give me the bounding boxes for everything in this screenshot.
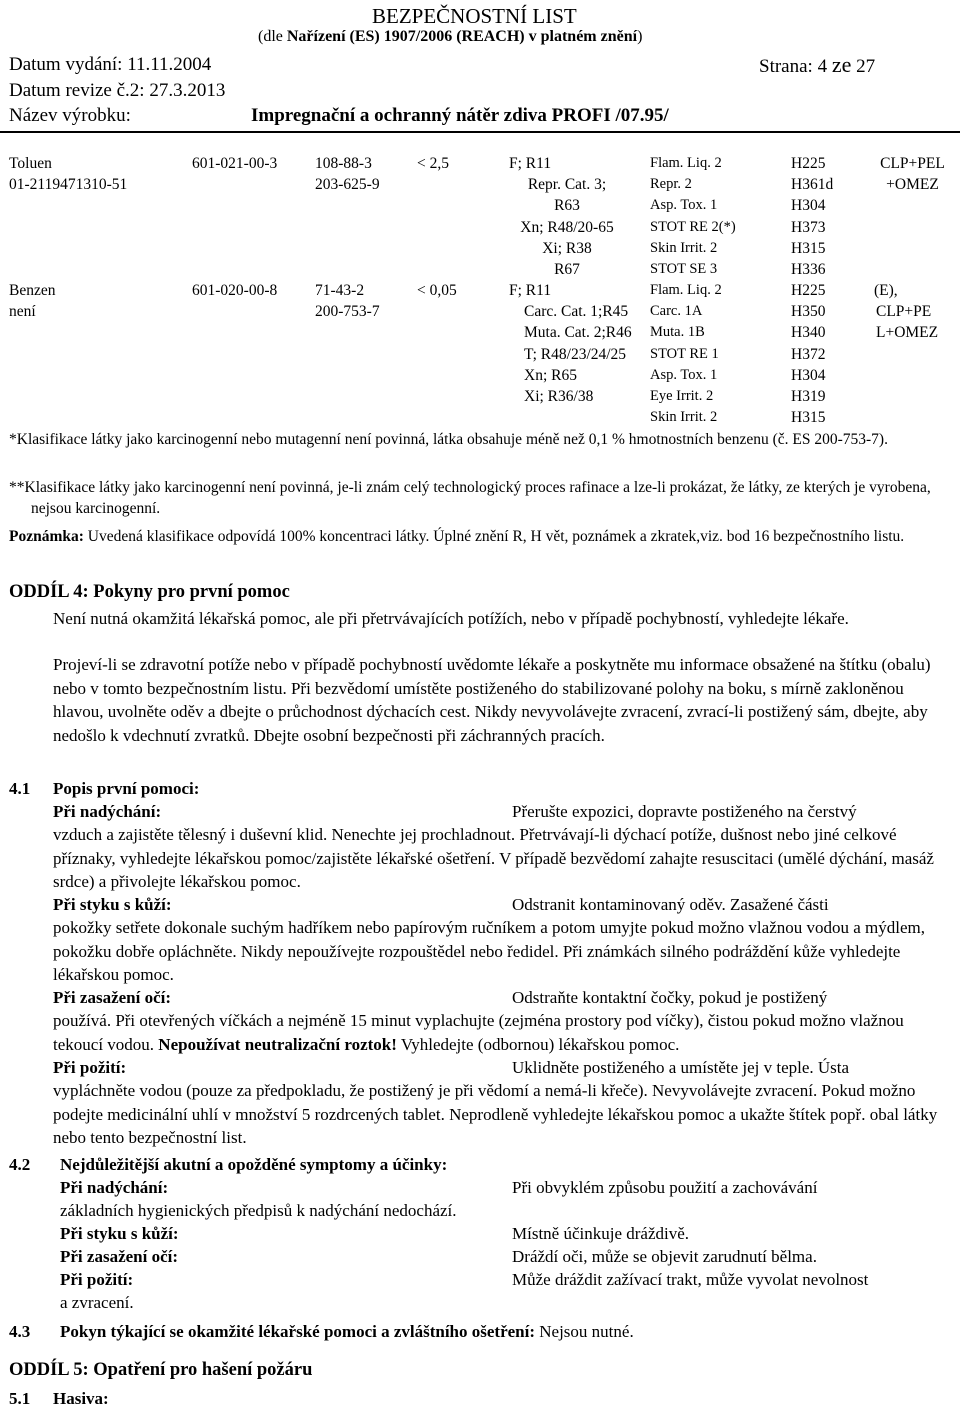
eye-contact-text-first: Odstraňte kontaktní čočky, pokud je postižený [512,988,828,1007]
footnote-1: *Klasifikace látky jako karcinogenní nebo mutagenní není povinná, látka obsahuje méně než 0,1 % hmotnostních benzenu (č. ES 200-753-7). [9,431,888,448]
eye-contact-label: Při zasažení očí: [53,988,172,1007]
inhalation-text-first: Přerušte expozici, dopravte postiženého na čerstvý [512,802,857,821]
subsection-4-1-title: Popis první pomoci: [53,779,200,798]
skin-contact-text-first: Odstranit kontaminovaný oděv. Zasažené části [512,895,829,914]
inhalation-label: Při nadýchání: [53,802,162,821]
subsection-4-3-number: 4.3 [9,1322,31,1341]
note-column: CLP+PEL +OMEZ [880,155,945,194]
product-name: Impregnační a ochranný nátěr zdiva PROFI /07.95/ [251,105,669,126]
clp-classification: Flam. Liq. 2 Repr. 2 Asp. Tox. 1 STOT RE 2(*) Skin Irrit. 2 STOT SE 3 [650,155,736,278]
symptom-eye-label: Při zasažení očí: [60,1247,179,1266]
symptom-inhalation-label: Při nadýchání: [60,1178,169,1197]
symptom-ingestion-first: Může dráždit zažívací trakt, může vyvolat nevolnost [512,1270,869,1289]
symptom-inhalation-text: základních hygienických předpisů k nadýchání nedochází. [60,1201,457,1220]
subsection-5-1-title: Hasiva: [53,1389,109,1408]
symptom-ingestion-text: a zvracení. [60,1293,134,1312]
section-4-intro: Není nutná okamžitá lékařská pomoc, ale při přetrvávajících potížích, nebo v případě pochybností, vyhledejte lékaře. [53,609,849,628]
concentration: < 2,5 [417,155,449,172]
symptom-inhalation-first: Při obvyklém způsobu použití a zachovávání [512,1178,818,1197]
inhalation-text: vzduch a zajistěte tělesný i duševní klid. Nenechte jej prochladnout. Přetrvávají-li dýchací potíže, dušnost nebo jiné celkové příznaky, vyhledejte lékařskou pomoc/zajistěte lékařské ošetření. V případě bezvědomí zahajte resuscitaci (umělé dýchání, masáž srdce) a přivolejte lékařskou pomoc. [53,825,934,891]
symptom-ingestion-label: Při požití: [60,1270,134,1289]
clp-classification: Flam. Liq. 2 Carc. 1A Muta. 1B STOT RE 1 Asp. Tox. 1 Eye Irrit. 2 Skin Irrit. 2 [650,282,722,426]
ingestion-text: vypláchněte vodou (pouze za předpokladu, že postižený je při vědomí a nemá-li křeče). Nevyvolávejte zvracení. Pokud možno podejte medicinální uhlí v množství 5 rozdrcených tablet. Neprodleně vyhledejte lékařskou pomoc a ukažte štítek popř. obal látky nebo tento bezpečnostní list. [53,1081,938,1147]
symptom-skin-label: Při styku s kůží: [60,1224,179,1243]
note-column: (E), CLP+PE L+OMEZ [874,282,939,342]
section-5-title: ODDÍL 5: Opatření pro hašení požáru [9,1360,313,1380]
page-number: Strana: 4 ze 27 [759,52,876,77]
cas-ec-number: 71-43-2 200-753-7 [315,282,380,321]
ingestion-label: Při požití: [53,1058,127,1077]
subsection-4-3: Pokyn týkající se okamžité lékařské pomoci a zvláštního ošetření: Nejsou nutné. [60,1322,634,1341]
ingestion-text-first: Uklidněte postiženého a umístěte jej v teple. Ústa [512,1058,850,1077]
classification-note: Poznámka: Uvedená klasifikace odpovídá 100% koncentraci látky. Úplné znění R, H vět, poznámek a zkratek,viz. bod 16 bezpečnostního listu. [9,528,905,545]
subsection-4-2-number: 4.2 [9,1155,31,1174]
dsd-classification: F; R11 Repr. Cat. 3; R63 Xn; R48/20-65 Xi; R38 R67 [509,155,614,279]
substance-name: Toluen 01-2119471310-51 [9,155,128,194]
symptom-eye-text: Dráždí oči, může se objevit zarudnutí bělma. [512,1247,817,1266]
hazard-statements: H225 H361d H304 H373 H315 H336 [791,155,834,279]
regulation-line: (dle Nařízení (ES) 1907/2006 (REACH) v platném znění) [258,28,643,45]
skin-contact-text: pokožky setřete dokonale suchým hadříkem nebo papírovým ručníkem a potom umyjte pokud možno vlažnou vodou a mýdlem, pokožku dobře opláchněte. Nikdy nepoužívejte rozpouštědel nebo ředidel. Při známkách silného podráždění kůže vyhledejte lékařskou pomoc. [53,918,925,984]
substance-name: Benzen není [9,282,56,321]
subsection-4-2-title: Nejdůležitější akutní a opožděné symptomy a účinky: [60,1155,448,1174]
index-number: 601-020-00-8 [192,282,278,299]
hazard-statements: H225 H350 H340 H372 H304 H319 H315 [791,282,826,427]
revision-date: Datum revize č.2: 27.3.2013 [9,80,226,101]
eye-contact-text: používá. Při otevřených víčkách a nejméně 15 minut vyplachujte (zejména prostory pod víčky), čistou pokud možno vlažnou tekoucí vodou. Nepoužívat neutralizační roztok! Vyhledejte (odbornou) lékařskou pomoc. [53,1011,904,1054]
cas-ec-number: 108-88-3 203-625-9 [315,155,380,194]
issue-date: Datum vydání: 11.11.2004 [9,54,212,75]
index-number: 601-021-00-3 [192,155,278,172]
symptom-skin-text: Místně účinkuje dráždivě. [512,1224,690,1243]
header-rule [0,131,960,133]
subsection-4-1-number: 4.1 [9,779,31,798]
dsd-classification: F; R11 Carc. Cat. 1;R45 Muta. Cat. 2;R46 T; R48/23/24/25 Xn; R65 Xi; R36/38 [509,282,632,406]
product-label: Název výrobku: [9,105,131,126]
document-title: BEZPEČNOSTNÍ LIST [372,4,577,28]
skin-contact-label: Při styku s kůží: [53,895,172,914]
subsection-5-1-number: 5.1 [9,1389,31,1408]
section-4-general-advice: Projeví-li se zdravotní potíže nebo v případě pochybností uvědomte lékaře a poskytněte mu informace obsažené na štítku (obalu) nebo v tomto bezpečnostním listu. Při bezvědomí umístěte postiženého do stabilizované polohy na boku, s mírně zakloněnou hlavou, uvolněte oděv a dbejte o průchodnost dýchacích cest. Nikdy nevyvolávejte zvracení, zvrací-li postižený sám, dbejte, aby nedošlo k vdechnutí zvratků. Dbejte osobní bezpečnosti při záchranných pracích. [53,655,931,745]
footnote-2: **Klasifikace látky jako karcinogenní není povinná, je-li znám celý technologický proces rafinace a lze-li prokázat, že látky, ze kterých je vyrobena, nejsou karcinogenní. [9,479,931,518]
section-4-title: ODDÍL 4: Pokyny pro první pomoc [9,582,290,602]
concentration: < 0,05 [417,282,457,299]
